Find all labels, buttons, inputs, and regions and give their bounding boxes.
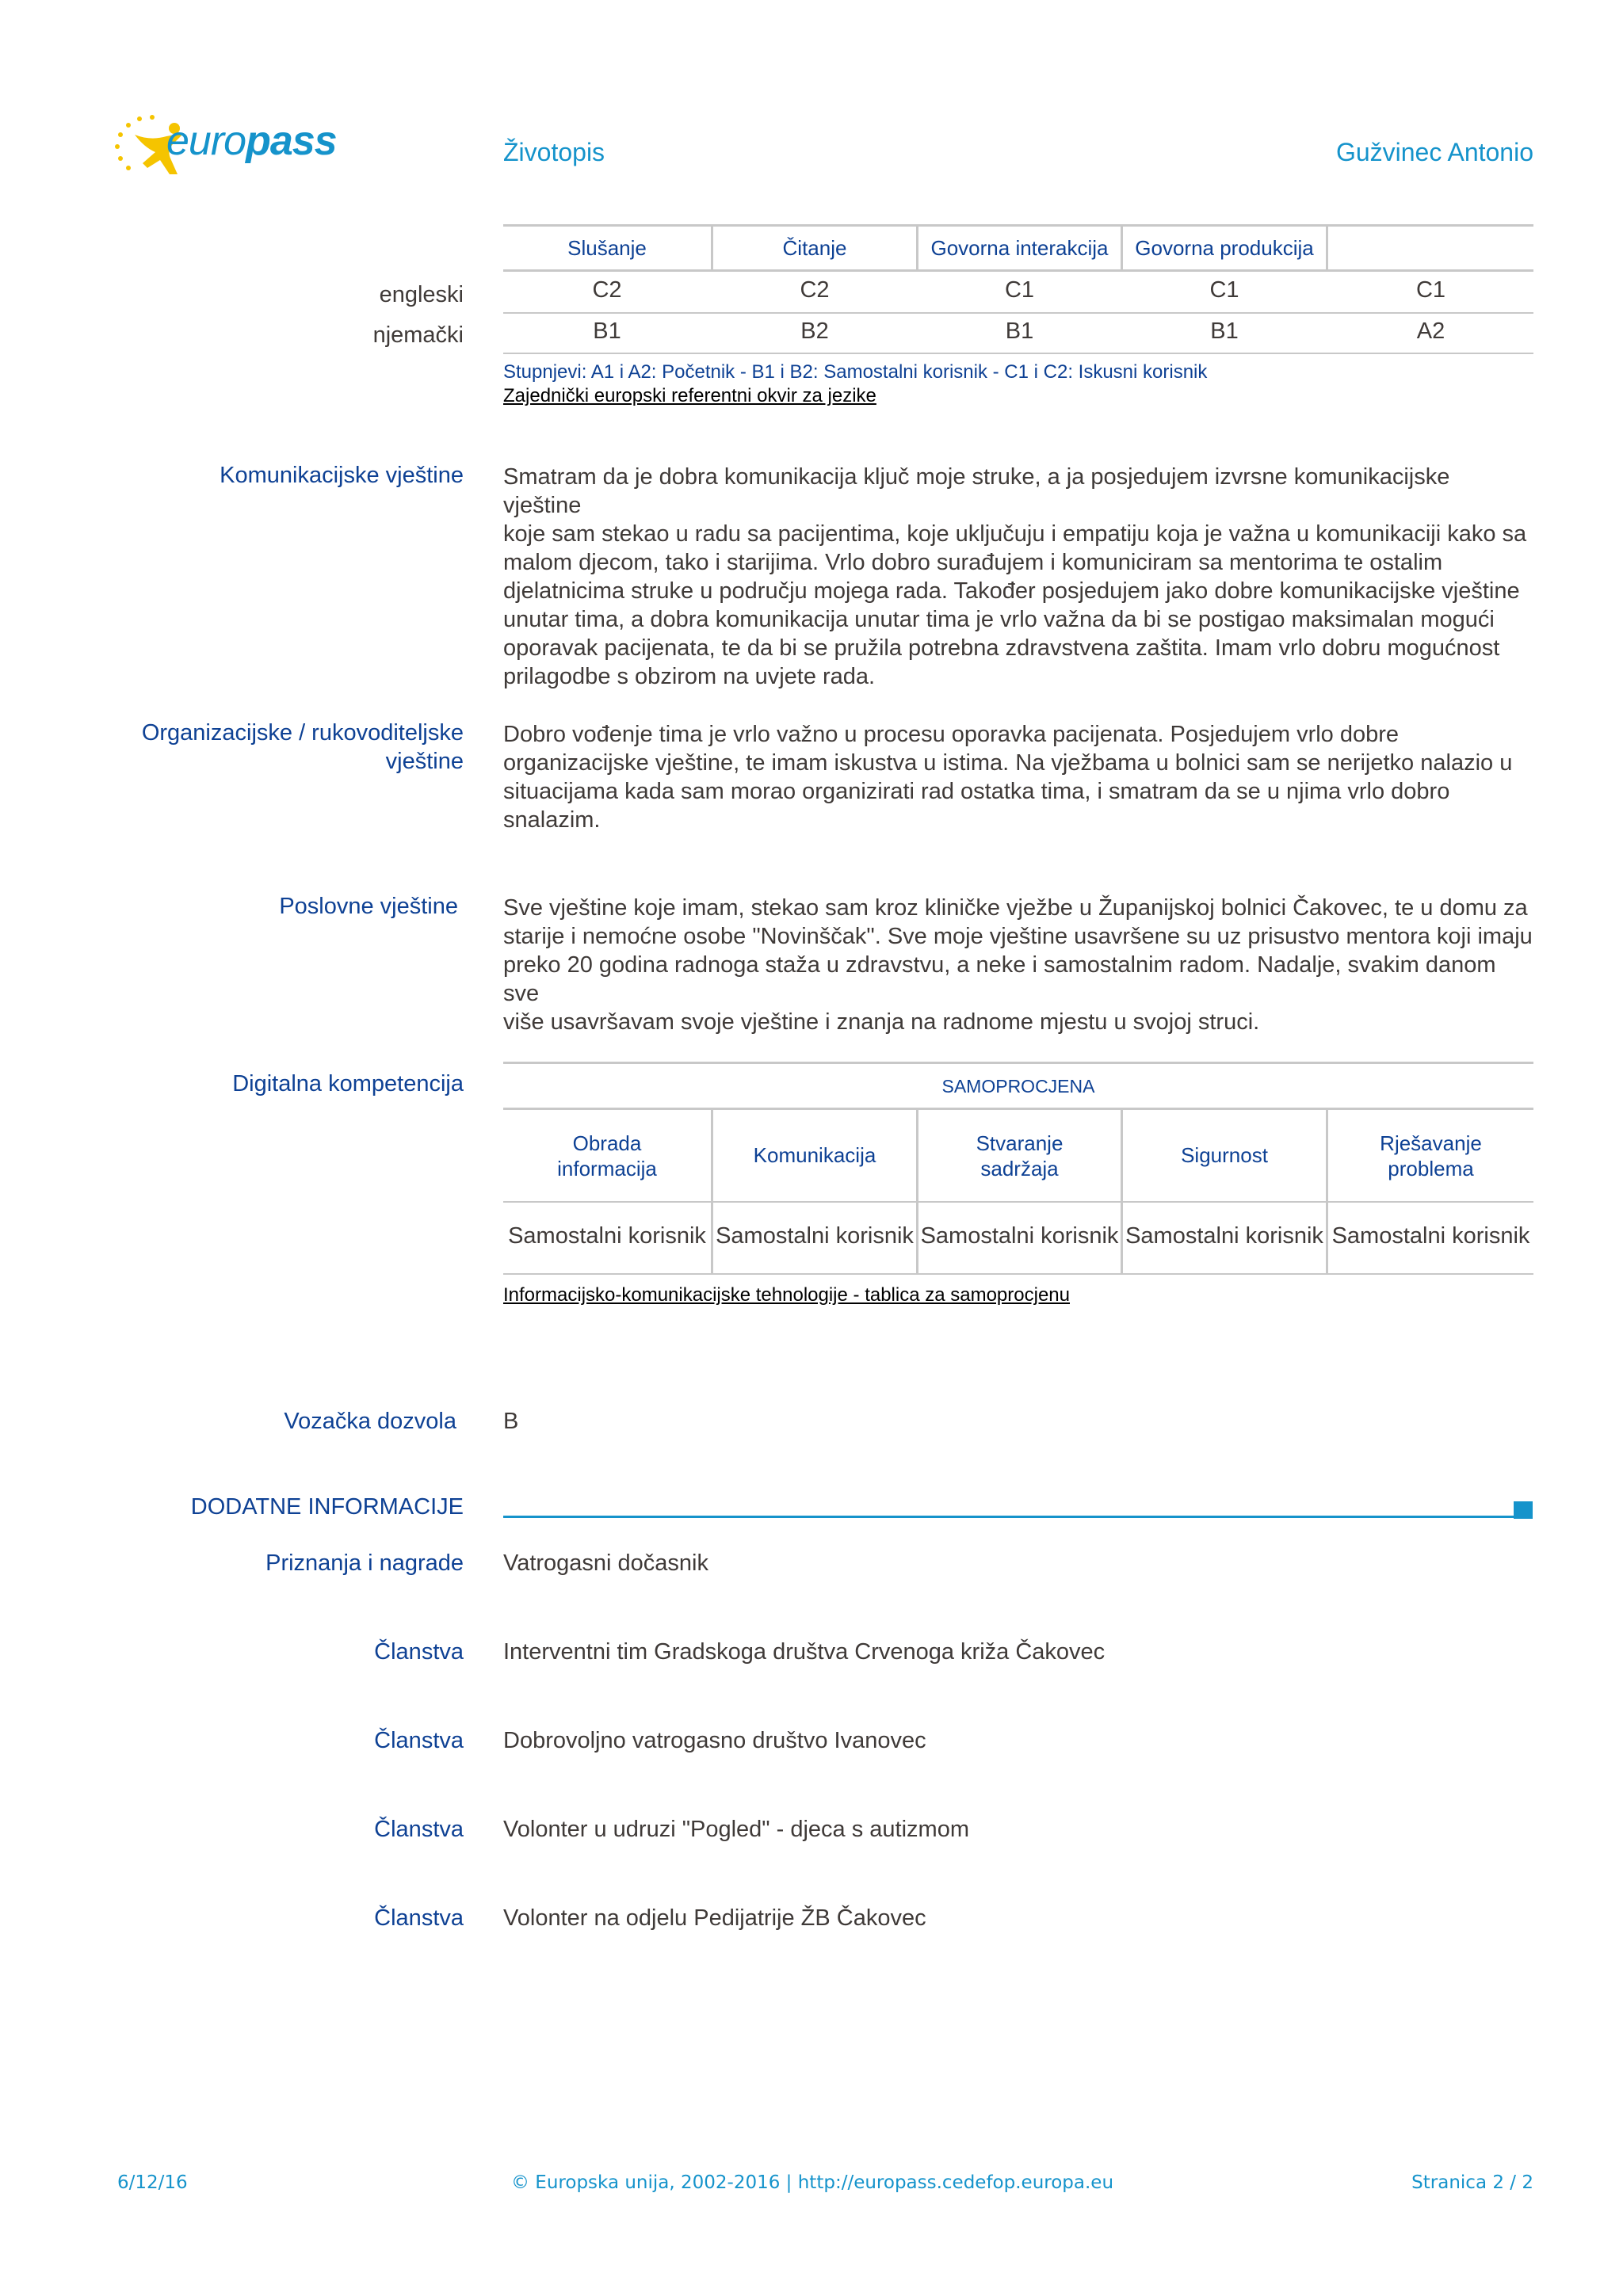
- additional-info-heading: DODATNE INFORMACIJE: [190, 1494, 464, 1520]
- digital-header-content: Stvaranje sadržaja: [976, 1131, 1064, 1180]
- section-label-driving: Vozačka dozvola: [284, 1409, 456, 1434]
- language-legend: Stupnjevi: A1 i A2: Početnik - B1 i B2: Samostalni korisnik - C1 i C2: Iskusni korisnik: [503, 361, 1208, 383]
- digital-level: Samostalni korisnik: [920, 1223, 1119, 1249]
- cefr-link[interactable]: Zajednički europski referentni okvir za jezike: [503, 385, 876, 406]
- lang-level: B1: [1210, 318, 1239, 344]
- lang-level: C2: [592, 277, 622, 303]
- self-assessment-title: SAMOPROCJENA: [941, 1076, 1095, 1097]
- additional-value: Dobrovoljno vatrogasno društvo Ivanovec: [503, 1728, 926, 1753]
- lang-level: C1: [1415, 277, 1446, 303]
- lang-level: B1: [1005, 318, 1034, 344]
- additional-label: Članstva: [374, 1728, 464, 1753]
- additional-value: Vatrogasni dočasnik: [503, 1550, 709, 1576]
- ict-self-assessment-link[interactable]: Informacijsko-komunikacijske tehnologije - tablica za samoprocjenu: [503, 1284, 1070, 1306]
- additional-label: Priznanja i nagrade: [265, 1550, 464, 1576]
- lang-header-reading: Čitanje: [782, 236, 847, 260]
- lang-level: C1: [1004, 277, 1035, 303]
- section-divider-marker: [1514, 1501, 1533, 1519]
- additional-value: Interventni tim Gradskoga društva Crvenoga križa Čakovec: [503, 1639, 1106, 1665]
- lang-level: C2: [800, 277, 830, 303]
- lang-level: C1: [1209, 277, 1239, 303]
- lang-level: B1: [593, 318, 621, 344]
- digital-level: Samostalni korisnik: [1331, 1223, 1530, 1249]
- footer-page-number: Stranica 2 / 2: [1411, 2172, 1533, 2193]
- digital-header-problem-solving: Rješavanje problema: [1380, 1131, 1482, 1180]
- language-name: engleski: [379, 282, 464, 307]
- driving-licence-value: B: [503, 1409, 519, 1434]
- digital-header-information: Obrada informacija: [557, 1131, 657, 1180]
- communication-text: Smatram da je dobra komunikacija ključ moje struke, a ja posjedujem izvrsne komunikacijske vještine koje sam stekao u radu sa pacijentima, koje uključuju i empatiju koja je važna u komunikaciji kako sa malom djecom, tako i starijima. Vrlo dobro surađujem i komuniciram sa mentorima te ostalim djelatnicima struke u području mojega rada. Također posjedujem jako dobre komunikacijske vještine unutar tima, a dobra komunikacija unutar tima je vrlo važna da bi se postigao maksimalan mogući oporavak pacijenata, te da bi se pružila potrebna zdravstvena zaštita. Imam vrlo dobru mogućnost prilagodbe s obzirom na uvjete rada.: [503, 464, 1527, 689]
- organizational-text: Dobro vođenje tima je vrlo važno u procesu oporavka pacijenata. Posjedujem vrlo dobre organizacijske vještine, te imam iskustva u istima. Na vježbama u bolnici sam se nerijetko nalazio u situacijama kada sam morao organizirati rad ostatka tima, i smatram da se u njima vrlo dobro snalazim.: [503, 722, 1513, 833]
- additional-value: Volonter u udruzi "Pogled" - djeca s autizmom: [503, 1817, 970, 1842]
- footer-copyright[interactable]: © Europska unija, 2002-2016 | http://europass.cedefop.europa.eu: [511, 2172, 1114, 2193]
- digital-level: Samostalni korisnik: [1125, 1223, 1323, 1249]
- lang-header-listening: Slušanje: [567, 236, 647, 260]
- digital-header-safety: Sigurnost: [1181, 1143, 1268, 1167]
- additional-value: Volonter na odjelu Pedijatrije ŽB Čakovec: [503, 1905, 926, 1931]
- doc-title: Životopis: [503, 138, 605, 166]
- lang-level: A2: [1416, 318, 1445, 344]
- additional-label: Članstva: [374, 1905, 464, 1931]
- lang-header-interaction: Govorna interakcija: [930, 236, 1109, 260]
- lang-level: B2: [800, 318, 829, 344]
- footer-date: 6/12/16: [117, 2172, 188, 2193]
- section-label-organizational: Organizacijske / rukovoditeljske vještine: [141, 720, 464, 774]
- digital-level: Samostalni korisnik: [716, 1223, 914, 1249]
- section-label-digital: Digitalna kompetencija: [232, 1071, 464, 1097]
- europass-wordmark: europass: [166, 118, 337, 164]
- additional-label: Članstva: [374, 1817, 464, 1842]
- language-name: njemački: [372, 322, 464, 348]
- section-label-communication: Komunikacijske vještine: [220, 463, 464, 488]
- digital-level: Samostalni korisnik: [508, 1223, 706, 1249]
- additional-label: Članstva: [374, 1639, 464, 1665]
- person-name: Gužvinec Antonio: [1335, 138, 1533, 166]
- business-text: Sve vještine koje imam, stekao sam kroz kliničke vježbe u Županijskoj bolnici Čakovec, te u domu za starije i nemoćne osobe "Novinščak". Sve moje vještine usavršene su uz prisustvo mentora koji imaju preko 20 godina radnoga staža u zdravstvu, a neke i samostalnim radom. Nadalje, svakim danom sve više usavršavam svoje vještine i znanja na radnome mjestu u svojoj struci.: [503, 895, 1533, 1035]
- section-label-business: Poslovne vještine: [279, 894, 458, 919]
- digital-header-communication: Komunikacija: [753, 1143, 876, 1167]
- lang-header-production: Govorna produkcija: [1135, 236, 1314, 260]
- section-divider: [503, 1516, 1514, 1518]
